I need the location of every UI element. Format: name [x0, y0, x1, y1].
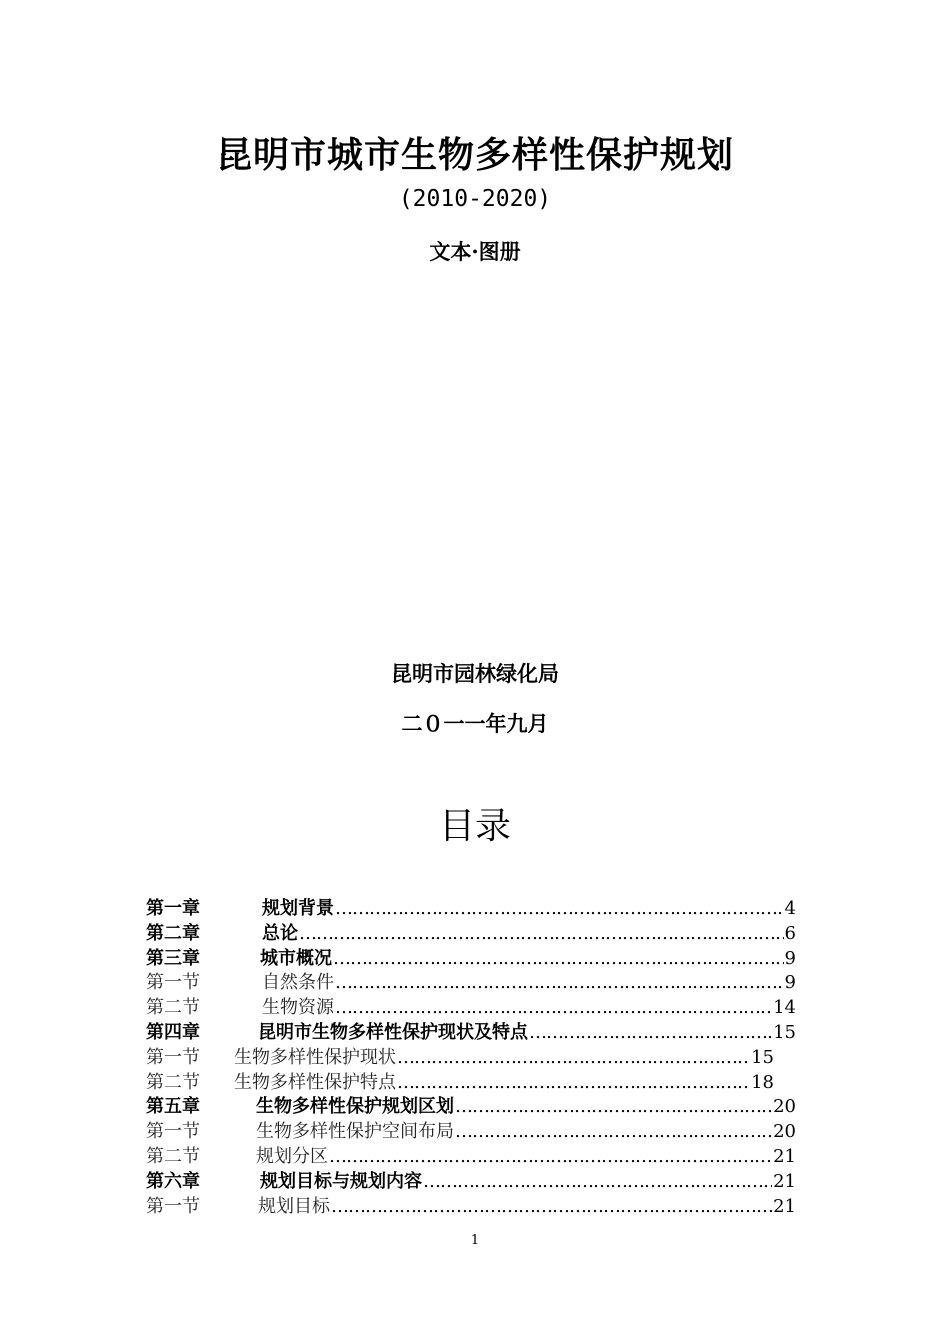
toc-entry-title: 规划目标与规划内容 [260, 1170, 422, 1192]
issuing-organization: 昆明市园林绿化局 [391, 661, 559, 686]
toc-entry-title: 城市概况 [260, 947, 332, 969]
toc-entry[interactable] [146, 1145, 796, 1170]
toc-entry-title: 自然条件 [262, 972, 334, 994]
toc-leader-dots [333, 947, 784, 972]
table-of-contents [146, 897, 796, 1219]
toc-entry[interactable] [146, 1120, 796, 1145]
toc-leader-dots [397, 1046, 750, 1071]
toc-entry-title: 昆明市生物多样性保护现状及特点 [258, 1021, 528, 1043]
toc-leader-dots [335, 971, 784, 996]
toc-leader-dots [397, 1071, 750, 1096]
toc-entry-number: 第二节 [146, 1071, 200, 1093]
toc-entry-page: 15 [751, 1046, 774, 1068]
toc-entry-number: 第五章 [146, 1096, 200, 1118]
toc-leader-dots [329, 1145, 772, 1170]
toc-entry[interactable] [146, 996, 796, 1021]
toc-entry-title: 规划分区 [256, 1145, 328, 1167]
toc-entry-title: 总论 [262, 922, 298, 944]
page-number: 1 [470, 1233, 480, 1248]
document-years: (2010-2020) [398, 186, 552, 212]
toc-entry-number: 第三章 [146, 947, 200, 969]
toc-entry-title: 生物资源 [262, 997, 334, 1019]
toc-leader-dots [335, 996, 772, 1021]
toc-entry-page: 21 [773, 1195, 796, 1217]
toc-entry-title: 生物多样性保护特点 [234, 1071, 396, 1093]
toc-entry[interactable] [146, 897, 796, 922]
toc-entry-page: 21 [773, 1170, 796, 1192]
toc-entry-number: 第二章 [146, 922, 200, 944]
issue-date: 二０一一年九月 [401, 711, 549, 736]
toc-entry-title: 生物多样性保护现状 [234, 1046, 396, 1068]
toc-entry-title: 生物多样性保护空间布局 [256, 1121, 454, 1143]
toc-entry-number: 第二节 [146, 997, 200, 1019]
toc-entry-page: 18 [751, 1071, 774, 1093]
toc-entry[interactable] [146, 1021, 796, 1046]
toc-leader-dots [455, 1095, 772, 1120]
toc-entry-page: 6 [784, 922, 796, 944]
toc-entry[interactable] [146, 1046, 796, 1071]
toc-entry-number: 第一章 [146, 898, 200, 919]
toc-leader-dots [331, 1195, 772, 1220]
toc-entry[interactable] [146, 971, 796, 996]
toc-entry-page: 9 [784, 947, 796, 969]
toc-title: 目录 [438, 806, 511, 847]
toc-entry[interactable] [146, 1170, 796, 1195]
toc-entry[interactable] [146, 1195, 796, 1220]
toc-leader-dots [455, 1120, 772, 1145]
toc-entry-page: 14 [773, 997, 796, 1019]
toc-entry[interactable] [146, 1095, 796, 1120]
toc-entry-number: 第二节 [146, 1145, 200, 1167]
toc-entry-page: 20 [773, 1121, 796, 1143]
toc-entry-number: 第一节 [146, 1195, 200, 1217]
toc-entry[interactable] [146, 1071, 796, 1096]
toc-entry-number: 第四章 [146, 1021, 200, 1043]
document-subtitle: 文本·图册 [429, 239, 521, 264]
toc-leader-dots [299, 922, 784, 947]
toc-entry-page: 15 [773, 1021, 796, 1043]
toc-entry-page: 21 [773, 1145, 796, 1167]
toc-entry-number: 第一节 [146, 972, 200, 994]
toc-entry[interactable] [146, 947, 796, 972]
toc-entry-page: 4 [784, 898, 796, 919]
toc-entry-title: 规划背景 [262, 898, 334, 919]
toc-entry-page: 20 [773, 1096, 796, 1118]
document-title: 昆明市城市生物多样性保护规划 [215, 134, 734, 176]
toc-entry-page: 9 [784, 972, 796, 994]
toc-leader-dots [335, 897, 784, 922]
toc-entry-number: 第六章 [146, 1170, 200, 1192]
toc-entry-title: 生物多样性保护规划区划 [256, 1096, 454, 1118]
toc-entry-number: 第一节 [146, 1121, 200, 1143]
toc-entry[interactable] [146, 922, 796, 947]
toc-leader-dots [529, 1021, 772, 1046]
toc-entry-title: 规划目标 [258, 1195, 330, 1217]
toc-leader-dots [423, 1170, 772, 1195]
toc-entry-number: 第一节 [146, 1046, 200, 1068]
